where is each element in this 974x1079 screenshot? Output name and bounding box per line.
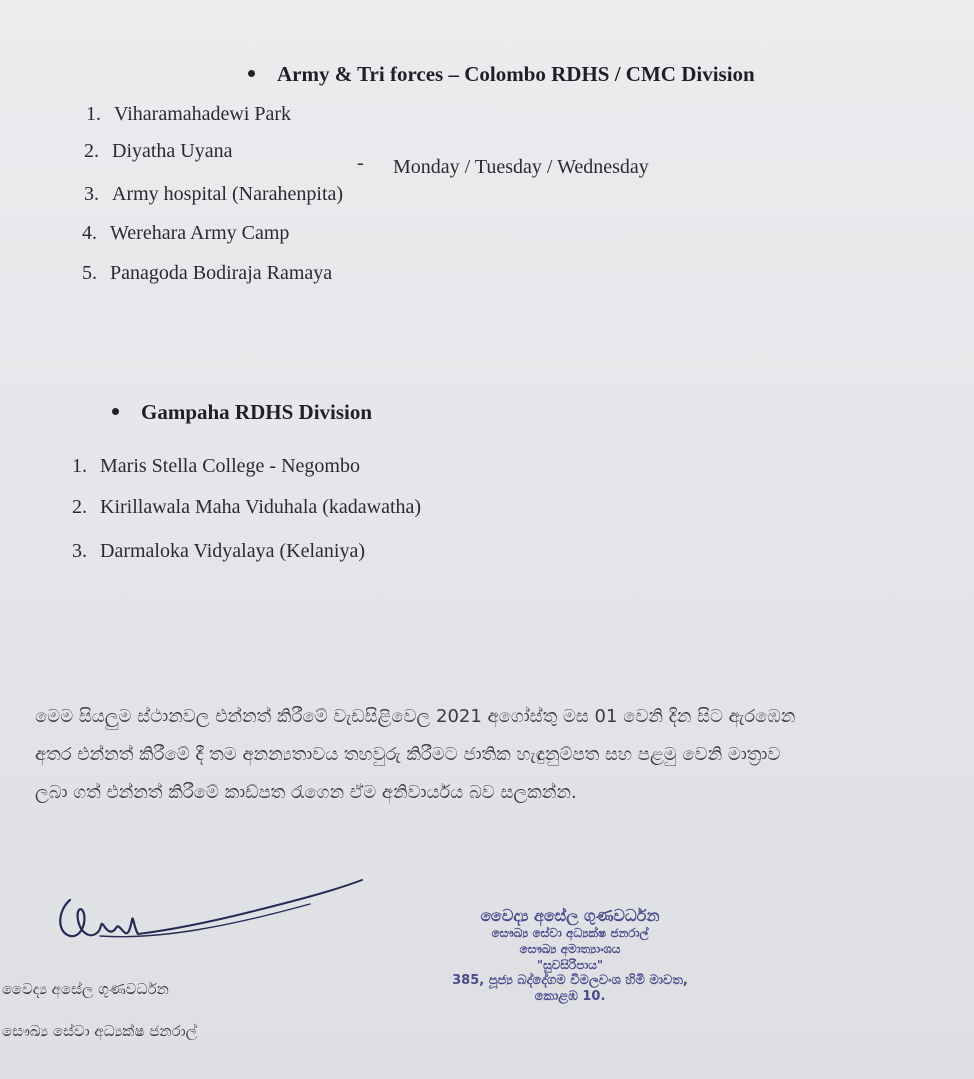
signatory-name: වෛද්‍ය අසේල ගුණවර්ධන: [2, 980, 169, 998]
list-number: 3.: [84, 183, 99, 205]
stamp-address: 385, පූජ්‍ය බද්දේගම විමලවංශ හිමි මාවත,: [452, 973, 688, 988]
list-number: 4.: [82, 222, 97, 244]
list-number: 2.: [84, 140, 99, 162]
stamp-title: සෞඛ්‍ය සේවා අධ්‍යක්ෂ ජනරාල්: [491, 926, 649, 940]
list-text: Kirillawala Maha Viduhala (kadawatha): [100, 496, 422, 518]
list-text: Werehara Army Camp: [110, 222, 290, 244]
list-item: [72, 540, 365, 563]
list-item: [84, 183, 343, 206]
list-item: [72, 496, 421, 519]
list-item: [82, 262, 332, 285]
official-stamp: [420, 906, 720, 1005]
schedule-days: Monday / Tuesday / Wednesday: [393, 156, 649, 178]
stamp-ministry: සෞඛ්‍ය අමාත්‍යාංශය: [519, 942, 621, 956]
signature-icon: [40, 870, 380, 960]
list-item: [82, 222, 289, 245]
bullet-icon: [112, 408, 119, 415]
list-number: 3.: [72, 540, 87, 562]
list-number: 1.: [86, 103, 101, 125]
list-text: Darmaloka Vidyalaya (Kelaniya): [100, 540, 365, 562]
signatory-title: සෞඛ්‍ය සේවා අධ්‍යක්ෂ ජනරාල්: [2, 1022, 198, 1040]
stamp-name: වෛද්‍ය අසේල ගුණවර්ධන: [480, 906, 660, 925]
section1-heading-text: Army & Tri forces – Colombo RDHS / CMC Division: [277, 62, 755, 86]
list-number: 2.: [72, 496, 87, 518]
schedule-dash: -: [357, 152, 364, 174]
section2-heading: [112, 400, 372, 425]
list-number: 5.: [82, 262, 97, 284]
list-item: [72, 455, 360, 478]
list-text: Maris Stella College - Negombo: [100, 455, 360, 477]
notice-line-1: මෙම සියලුම ස්ථානවල එන්නත් කිරීමේ වැඩසිළිවෙල 2021 අගෝස්තු මස 01 වෙනි දින සිට ඇරඹෙන: [35, 706, 796, 727]
list-text: Diyatha Uyana: [112, 140, 233, 162]
stamp-building: "සුවසිරිපාය": [536, 958, 604, 972]
list-text: Panagoda Bodiraja Ramaya: [110, 262, 333, 284]
section2-heading-text: Gampaha RDHS Division: [141, 400, 373, 424]
notice-line-3: ලබා ගත් එන්නත් කිරීමේ කාඩ්පත රැගෙන ඒම අනිවාර්යය බව සලකන්න.: [35, 782, 577, 803]
stamp-city: කොළඹ 10.: [534, 989, 606, 1004]
list-number: 1.: [72, 455, 87, 477]
section1-heading: [248, 62, 755, 87]
list-text: Viharamahadewi Park: [114, 103, 292, 125]
list-item: [84, 140, 233, 163]
bullet-icon: [248, 70, 255, 77]
notice-line-2: අතර එන්නත් කිරීමේ දී තම අනන්‍යතාවය තහවුරු කිරීමට ජාතික හැඳුනුම්පත සහ පළමු වෙනි මාත්‍රාව: [35, 744, 781, 765]
list-text: Army hospital (Narahenpita): [112, 183, 344, 205]
list-item: [86, 103, 291, 126]
